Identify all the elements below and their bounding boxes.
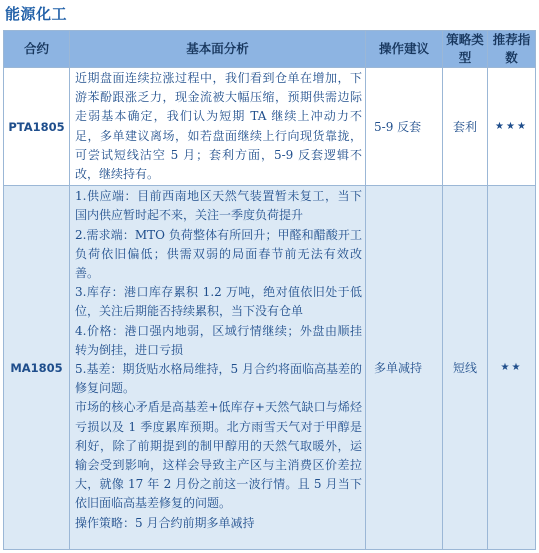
analysis-cell bbox=[70, 68, 366, 186]
strategy-type-cell: 套利 bbox=[443, 68, 488, 186]
table-header-row bbox=[4, 31, 536, 68]
advice-cell: 多单减持 bbox=[366, 186, 443, 550]
header-analysis: 基本面分析 bbox=[70, 31, 366, 68]
rating-stars: ★★ bbox=[488, 186, 536, 550]
header-advice: 操作建议 bbox=[366, 31, 443, 68]
analysis-paragraph: 2.需求端：MTO 负荷整体有所回升；甲醛和醋酸开工负荷依旧偏低；供需双弱的局面春节前无法有效改善。 bbox=[75, 227, 362, 281]
analysis-paragraph: 4.价格：港口强内地弱，区域行情继续；外盘由顺挂转为倒挂，进口亏损 bbox=[75, 323, 362, 357]
analysis-paragraph: 操作策略：5 月合约前期多单减持 bbox=[75, 515, 255, 530]
analysis-paragraph: 5.基差：期货贴水格局维持，5 月合约将面临高基差的修复问题。 bbox=[75, 362, 362, 396]
header-strategy-type: 策略类型 bbox=[443, 31, 488, 68]
contract-cell: MA1805 bbox=[4, 186, 70, 550]
rating-stars: ★★★ bbox=[488, 68, 536, 186]
header-contract: 合约 bbox=[4, 31, 70, 68]
table-row-ma1805 bbox=[4, 186, 536, 550]
strategy-table bbox=[3, 30, 536, 550]
strategy-type-cell: 短线 bbox=[443, 186, 488, 550]
analysis-cell bbox=[70, 186, 366, 550]
analysis-paragraph: 市场的核心矛盾是高基差+低库存+天然气缺口与烯烃亏损以及 1 季度累库预期。北方雨雪天气对于甲醇是利好，除了前期提到的制甲醇用的天然气取暖外，运输会受到影响，这样会导致主产区与主消费区价差拉大，就像 17 年 2 月份之前这一波行情。且 5 月当下依旧面临高基差修复的问题。 bbox=[75, 400, 362, 511]
analysis-paragraph: 3.库存：港口库存累积 1.2 万吨，绝对值依旧处于低位，关注后期能否持续累积，当下没有仓单 bbox=[75, 285, 362, 319]
analysis-paragraph: 近期盘面连续拉涨过程中，我们看到仓单在增加，下游苯酚跟涨乏力，现金流被大幅压缩，预期供需边际走弱基本确定，我们认为短期 TA 继续上冲动力不足，多单建议离场，如若盘面继续上行向现货靠拢，可尝试短线沽空 5 月；套利方面，5-9 反套逻辑不改，继续持有。 bbox=[75, 71, 362, 182]
advice-cell: 5-9 反套 bbox=[366, 68, 443, 186]
analysis-paragraph: 1.供应端：目前西南地区天然气装置暂未复工，当下国内供应暂时起不来，关注一季度负荷提升 bbox=[75, 189, 362, 223]
table-row-pta1805 bbox=[4, 68, 536, 186]
section-title: 能源化工 bbox=[5, 5, 68, 23]
header-rating: 推荐指数 bbox=[488, 31, 536, 68]
contract-cell: PTA1805 bbox=[4, 68, 70, 186]
